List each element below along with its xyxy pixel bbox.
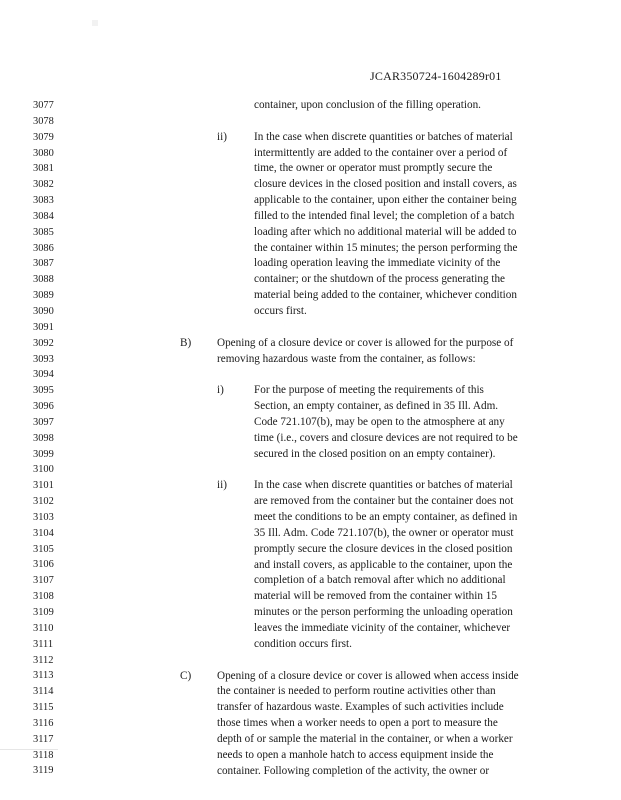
- line-number: 3092: [33, 337, 54, 349]
- text-line: closure devices in the closed position and install covers, as: [254, 178, 517, 191]
- text-line: leaves the immediate vicinity of the container, whichever: [254, 621, 511, 634]
- line-number: 3113: [33, 670, 54, 682]
- line-number: 3105: [33, 543, 54, 555]
- item-label-b: B): [180, 336, 192, 349]
- text-line: Code 721.107(b), may be open to the atmosphere at any: [254, 415, 505, 428]
- text-line: Section, an empty container, as defined in 35 Ill. Adm.: [254, 400, 499, 413]
- item-label-b-i: i): [217, 384, 224, 397]
- text-line: For the purpose of meeting the requirements of this: [254, 384, 484, 397]
- text-line: container, upon conclusion of the filling operation.: [254, 99, 481, 111]
- text-line: the container within 15 minutes; the person performing the: [254, 241, 518, 254]
- line-number: 3095: [33, 385, 54, 397]
- line-number: 3096: [33, 401, 54, 413]
- text-line: 35 Ill. Adm. Code 721.107(b), the owner or operator must: [254, 526, 514, 539]
- line-number: 3093: [33, 353, 54, 365]
- item-label-b-ii: ii): [217, 479, 227, 492]
- text-line: In the case when discrete quantities or batches of material: [254, 479, 513, 492]
- text-line: time (i.e., covers and closure devices are not required to be: [254, 431, 518, 444]
- text-line: secured in the closed position on an empty container).: [254, 447, 496, 460]
- text-line: time, the owner or operator must promptly secure the: [254, 162, 493, 175]
- document-id: JCAR350724-1604289r01: [370, 69, 502, 83]
- text-line: Opening of a closure device or cover is allowed when access inside: [217, 669, 519, 682]
- line-number: 3087: [33, 258, 54, 270]
- line-number: 3088: [33, 274, 54, 286]
- paragraph-b-ii: [254, 478, 517, 652]
- text-line: meet the conditions to be an empty container, as defined in: [254, 511, 518, 524]
- text-line: container. Following completion of the activity, the owner or: [217, 764, 490, 777]
- text-line: applicable to the container, upon either the container being: [254, 194, 517, 207]
- text-line: In the case when discrete quantities or batches of material: [254, 130, 513, 143]
- text-line: completion of a batch removal after which no additional: [254, 574, 506, 587]
- text-line: depth of or sample the material in the container, or when a worker: [217, 732, 513, 745]
- paragraph-c: [217, 669, 519, 780]
- line-number: 3081: [33, 163, 54, 175]
- line-number: 3100: [33, 464, 54, 476]
- text-line: material being added to the container, whichever condition: [254, 289, 517, 302]
- text-line: loading after which no additional material will be added to: [254, 225, 517, 238]
- text-line: material will be removed from the container within 15: [254, 590, 497, 603]
- line-number-column: [33, 98, 73, 779]
- line-number: 3097: [33, 416, 54, 428]
- line-number: 3115: [33, 702, 54, 714]
- text-line: loading operation leaving the immediate vicinity of the: [254, 257, 501, 270]
- line-number: 3112: [33, 654, 54, 666]
- line-number: 3117: [33, 733, 54, 745]
- line-number: 3119: [33, 765, 54, 777]
- line-number: 3101: [33, 480, 54, 492]
- line-number: 3079: [33, 131, 54, 143]
- line-number: 3085: [33, 226, 54, 238]
- line-number: 3106: [33, 559, 54, 571]
- line-number: 3082: [33, 179, 54, 191]
- line-number: 3089: [33, 290, 54, 302]
- text-line: and install covers, as applicable to the container, upon the: [254, 558, 513, 571]
- text-line: needs to open a manhole hatch to access equipment inside the: [217, 748, 494, 761]
- line-number: 3109: [33, 607, 54, 618]
- text-line: container; or the shutdown of the process generating the: [254, 273, 506, 286]
- line-number: 3080: [33, 147, 54, 159]
- line-number: 3114: [33, 686, 54, 698]
- line-number: 3104: [33, 527, 54, 539]
- item-label-a-ii: ii): [217, 130, 227, 143]
- text-line: transfer of hazardous waste. Examples of such activities include: [217, 701, 504, 714]
- text-line: minutes or the person performing the unloading operation: [254, 606, 513, 619]
- text-line: Opening of a closure device or cover is allowed for the purpose of: [217, 336, 514, 349]
- line-number: 3086: [33, 242, 54, 254]
- line-number: 3110: [33, 622, 54, 634]
- line-number: 3111: [33, 638, 54, 650]
- line-number: 3102: [33, 496, 54, 508]
- text-line: are removed from the container but the container does not: [254, 495, 514, 508]
- line-number: 3099: [33, 448, 54, 460]
- text-line: occurs first.: [254, 304, 307, 317]
- text-line: those times when a worker needs to open a port to measure the: [217, 717, 498, 730]
- paragraph-b: [217, 336, 513, 368]
- line-number: 3077: [33, 100, 54, 111]
- line-number: 3091: [33, 321, 54, 333]
- line-number: 3116: [33, 717, 54, 729]
- text-line: removing hazardous waste from the container, as follows:: [217, 352, 476, 365]
- paragraph-b-i: [254, 383, 518, 462]
- text-line: condition occurs first.: [254, 637, 352, 650]
- text-line: intermittently are added to the container over a period of: [254, 146, 508, 159]
- divider: [0, 749, 58, 750]
- line-number: 3083: [33, 195, 54, 207]
- line-number: 3108: [33, 591, 54, 603]
- line-number: 3103: [33, 511, 54, 523]
- paragraph-a-ii: [254, 130, 517, 320]
- line-number: 3084: [33, 210, 54, 222]
- text-line: promptly secure the closure devices in the closed position: [254, 542, 513, 555]
- line-number: 3118: [33, 749, 54, 761]
- continuation-paragraph: [254, 98, 481, 114]
- line-number: 3090: [33, 305, 54, 317]
- text-line: filled to the intended final level; the completion of a batch: [254, 209, 515, 222]
- line-number: 3094: [33, 369, 54, 381]
- line-number: 3078: [33, 115, 54, 127]
- text-line: the container is needed to perform routine activities other than: [217, 685, 496, 698]
- line-number: 3107: [33, 575, 54, 587]
- item-label-c: C): [180, 669, 192, 682]
- line-number: 3098: [33, 432, 54, 444]
- scan-artifact: [92, 20, 98, 26]
